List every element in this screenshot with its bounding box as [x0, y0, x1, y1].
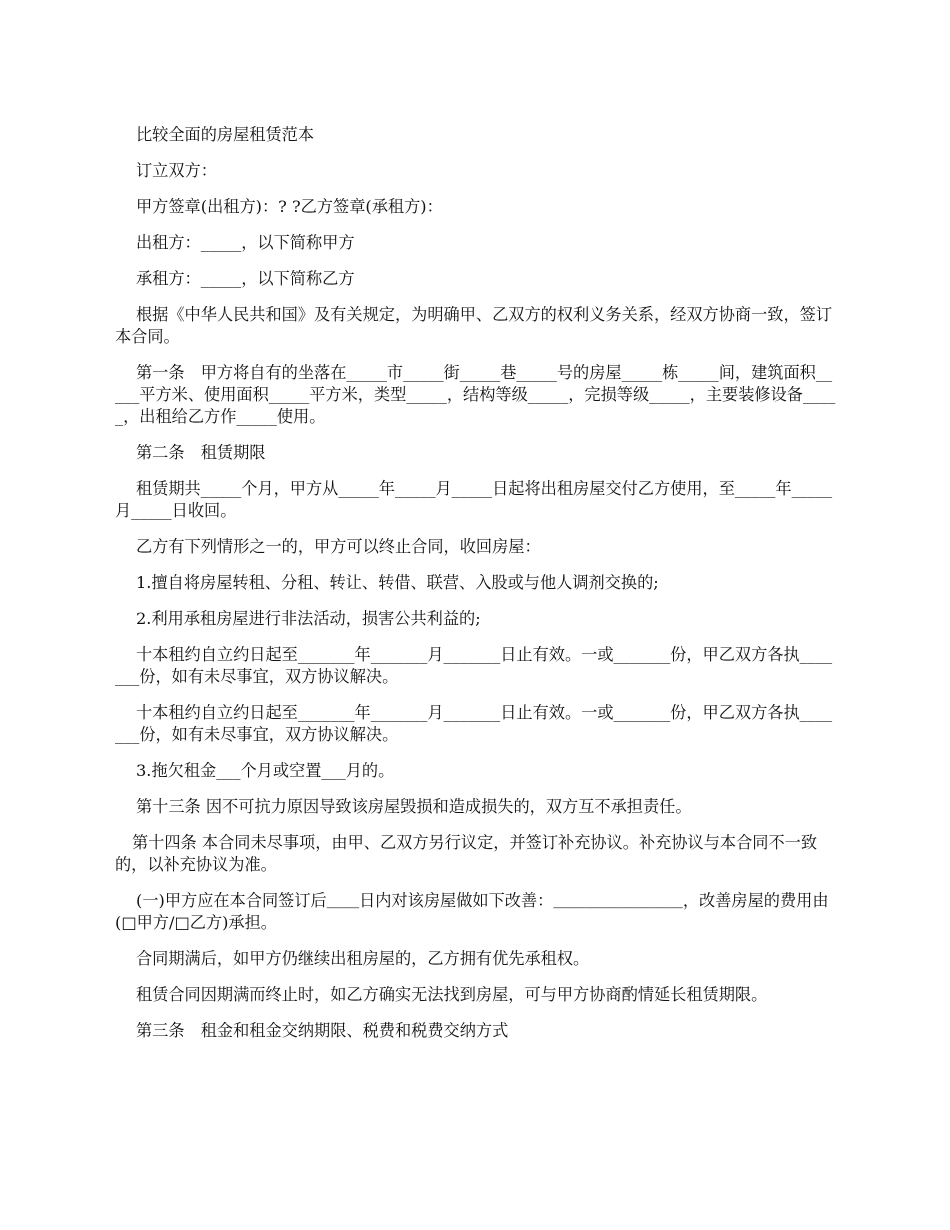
lease-term-paragraph: 租赁期共_____个月，甲方从_____年_____月_____日起将出租房屋交付乙方使用，至_____年_____月_____日收回。	[115, 479, 833, 520]
validity-paragraph-repeat: 十本租约自立约日起至_______年_______月_______日止有效。一或_______份，甲乙双方各执_______份，如有未尽事宜，双方协议解决。	[115, 703, 833, 744]
extension-paragraph: 租赁合同因期满而终止时，如乙方确实无法找到房屋，可与甲方协商酌情延长租赁期限。	[136, 985, 768, 1004]
parties-heading: 订立双方：	[136, 161, 217, 180]
termination-conditions-paragraph: 乙方有下列情形之一的，甲方可以终止合同，收回房屋：	[136, 537, 541, 556]
priority-lease-paragraph: 合同期满后，如甲方仍继续出租房屋的，乙方拥有优先承租权。	[136, 949, 590, 968]
document-body	[115, 124, 840, 1056]
condition-3-item: 3.拖欠租金___个月或空置___月的。	[136, 761, 395, 780]
improvement-clause-paragraph: (一)甲方应在本合同签订后＿＿日内对该房屋做如下改善：＿＿＿＿＿＿＿＿，改善房屋的费用由(□甲方/□乙方)承担。	[115, 891, 829, 932]
document-title: 比较全面的房屋租赁范本	[136, 125, 315, 144]
lessee-line: 承租方：_____，以下简称乙方	[136, 269, 355, 288]
lessor-line: 出租方：_____，以下简称甲方	[136, 233, 355, 252]
article-13-paragraph: 第十三条 因不可抗力原因导致该房屋毁损和造成损失的，双方互不承担责任。	[136, 797, 692, 816]
article-2-heading: 第二条 租赁期限	[136, 443, 266, 462]
signature-line: 甲方签章(出租方)：? ?乙方签章(承租方)：	[136, 197, 443, 216]
condition-2-item: 2.利用承租房屋进行非法活动，损害公共利益的;	[136, 609, 481, 628]
article-1-paragraph: 第一条 甲方将自有的坐落在_____市_____街_____巷_____号的房屋_____栋_____间，建筑面积_____平方米、使用面积_____平方米，类型_____，结构等级_____，完损等级_____，主要装修设备_____，出租给乙方作_____使用。	[115, 363, 836, 426]
article-3-heading: 第三条 租金和租金交纳期限、税费和税费交纳方式	[136, 1021, 509, 1040]
condition-1-item: 1.擅自将房屋转租、分租、转让、转借、联营、入股或与他人调剂交换的;	[136, 573, 659, 592]
preamble-paragraph: 根据《中华人民共和国》及有关规定，为明确甲、乙双方的权利义务关系，经双方协商一致，签订本合同。	[115, 305, 833, 346]
validity-paragraph: 十本租约自立约日起至_______年_______月_______日止有效。一或_______份，甲乙双方各执_______份，如有未尽事宜，双方协议解决。	[115, 645, 833, 686]
article-14-paragraph: 第十四条 本合同未尽事项，由甲、乙双方另行议定，并签订补充协议。补充协议与本合同不一致的，以补充协议为准。	[115, 833, 818, 874]
